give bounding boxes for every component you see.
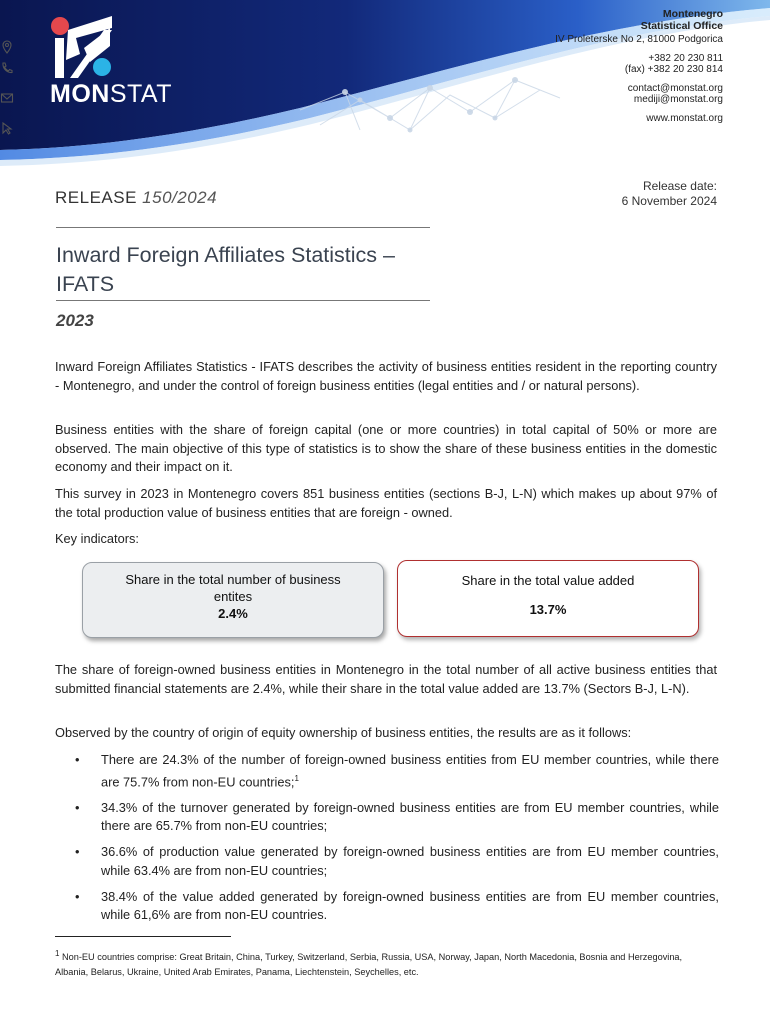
release-number xyxy=(55,188,217,208)
bullet-icon: • xyxy=(75,752,80,767)
release-num: 150/2024 xyxy=(142,188,218,207)
divider-top xyxy=(56,227,430,228)
list-item xyxy=(55,799,719,836)
location-icon xyxy=(0,40,14,54)
paragraph-key-indicators: Key indicators: xyxy=(55,531,139,546)
list-item-text: 36.6% of production value generated by foreign-owned business entities are from EU member countries, while 63.4% are from non-EU countries; xyxy=(101,844,719,878)
page-title xyxy=(56,241,456,299)
monstat-logo-text xyxy=(50,80,172,109)
logo-text-bold: MON xyxy=(50,80,110,108)
phone-icon xyxy=(0,61,14,75)
paragraph-scope: Business entities with the share of foreign capital (one or more countries) in total capital of 50% or more are observed. The main objective of this type of statistics is to show the share of these business entities in the domestic economy and their impact on it. xyxy=(55,422,717,474)
logo-text-light: STAT xyxy=(109,80,173,108)
indicator-value-added-value: 13.7% xyxy=(529,602,567,617)
footnote-ref[interactable]: 1 xyxy=(294,773,299,783)
footnote-divider xyxy=(55,936,231,937)
org-name-line1: Montenegro xyxy=(662,8,723,20)
bullet-icon: • xyxy=(75,844,80,860)
footnote xyxy=(55,946,715,980)
release-label: RELEASE xyxy=(55,188,137,207)
address: IV Proleterske No 2, 81000 Podgorica xyxy=(555,34,723,45)
list-item-text: 34.3% of the turnover generated by foreign-owned business entities are from EU member countries, while there are 65.7% from non-EU countries; xyxy=(101,799,719,834)
mail-icon xyxy=(0,91,14,105)
indicator-number-label: Share in the total number of business entites xyxy=(125,572,341,604)
paragraph-coverage: This survey in 2023 in Montenegro covers 851 business entities (sections B-J, L-N) which makes up about 97% of the total production value of business entities that are foreign - owned. xyxy=(55,486,717,520)
results-list xyxy=(55,751,719,932)
list-item xyxy=(55,751,719,791)
footnote-marker: 1 xyxy=(55,949,60,958)
indicator-box-value-added xyxy=(397,560,699,637)
reference-year: 2023 xyxy=(56,311,94,330)
divider-title xyxy=(56,300,430,301)
email-media[interactable]: mediji@monstat.org xyxy=(633,94,723,105)
bullet-icon: • xyxy=(75,799,80,815)
release-date-label: Release date: xyxy=(642,179,717,193)
fax: (fax) +382 20 230 814 xyxy=(624,64,723,75)
title-line2: IFATS xyxy=(56,272,115,296)
list-item-text: 38.4% of the value added generated by foreign-owned business entities are from EU member countries, while 61,6% are from non-EU countries. xyxy=(101,888,719,923)
email-contact[interactable]: contact@monstat.org xyxy=(627,82,723,94)
cursor-icon xyxy=(0,121,14,135)
phone: +382 20 230 811 xyxy=(648,52,723,64)
website-link[interactable]: www.monstat.org xyxy=(646,112,723,124)
org-name-line2: Statistical Office xyxy=(640,19,723,32)
indicator-box-number xyxy=(82,562,384,638)
release-date xyxy=(622,179,717,209)
title-line1: Inward Foreign Affiliates Statistics – xyxy=(56,243,395,267)
list-item-text: There are 24.3% of the number of foreign-owned business entities from EU member countries, while there are 75.7% from non-EU countries; xyxy=(101,752,719,789)
contact-block xyxy=(555,9,723,124)
release-date-value: 6 November 2024 xyxy=(621,194,717,208)
bullet-icon: • xyxy=(75,888,80,904)
paragraph-shares: The share of foreign-owned business entities in Montenegro in the total number of all active business entities that submitted financial statements are 2.4%, while their share in the total value added are 13.7% (Sectors B-J, L-N). xyxy=(55,662,717,696)
indicator-value-added-label: Share in the total value added xyxy=(461,573,635,588)
list-item xyxy=(55,843,719,880)
header-banner xyxy=(0,0,770,175)
indicator-number-value: 2.4% xyxy=(218,606,248,621)
paragraph-intro: Inward Foreign Affiliates Statistics - IFATS describes the activity of business entities resident in the reporting country - Montenegro, and under the control of foreign business entities (legal entities and / or natural persons). xyxy=(55,359,717,393)
list-item xyxy=(55,888,719,925)
paragraph-origin: Observed by the country of origin of equity ownership of business entities, the results are as it follows: xyxy=(55,725,632,740)
footnote-text: Non-EU countries comprise: Great Britain, China, Turkey, Switzerland, Serbia, Russia, USA, Norway, Japan, North Macedonia, Bosnia and Herzegovina, Albania, Belarus, Ukraine, United Arab Emirates, Panama, Liechtenstein, Seychelles, etc. xyxy=(55,952,683,978)
